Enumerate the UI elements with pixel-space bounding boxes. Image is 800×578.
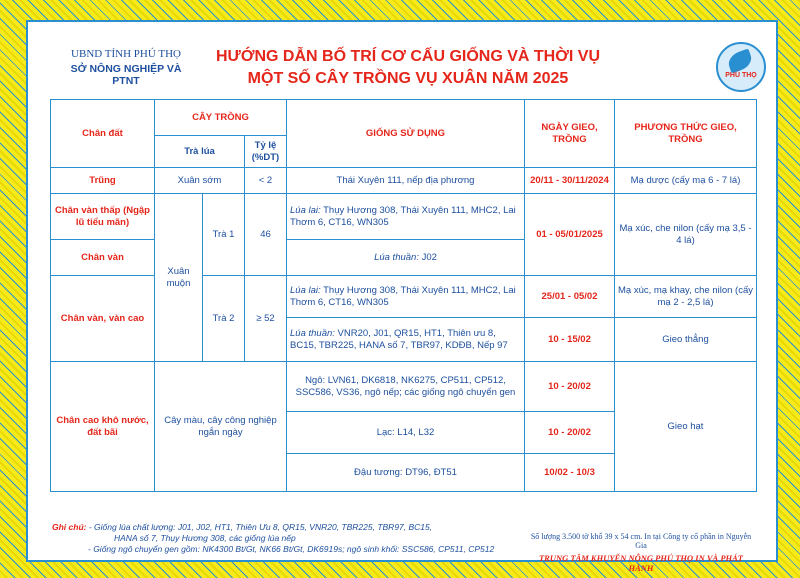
tra-1-ratio: 46 — [245, 194, 287, 276]
hybrid-varieties: Thụy Hương 308, Thái Xuyên 111, MHC2, Lai Thơm 6, CT16, WN305 — [290, 204, 516, 228]
title-line-1: HƯỚNG DẪN BỐ TRÍ CƠ CẤU GIỐNG VÀ THỜI VỤ — [216, 48, 600, 65]
land-van-thap: Chân vàn thấp (Ngập lũ tiểu mãn) — [51, 194, 155, 240]
hybrid-label: Lúa lai: — [290, 284, 321, 296]
pure-label: Lúa thuần: — [290, 327, 335, 339]
notes — [52, 522, 532, 555]
poster-sheet — [26, 20, 778, 573]
peanut-varieties: Lạc: L14, L32 — [287, 412, 525, 454]
corn-varieties: Ngô: LVN61, DK6818, NK6275, CP511, CP512, SSC586, VS36, ngô nếp; các giống ngô chuyển gen — [287, 362, 525, 412]
bird-icon — [726, 48, 755, 73]
notes-line-2: HANA số 7, Thụy Hương 308, các giống lúa nếp — [114, 533, 296, 543]
header-method: PHƯƠNG THỨC GIEO, TRỒNG — [615, 100, 757, 168]
pure-varieties: VNR20, J01, QR15, HT1, Thiên ưu 8, BC15, TBR225, HANA số 7, TBR97, KDĐB, Nếp 97 — [290, 327, 508, 351]
land-van-cao: Chân vàn, vàn cao — [51, 276, 155, 362]
tra-1-date: 01 - 05/01/2025 — [525, 194, 615, 276]
pure-label: Lúa thuần: — [374, 251, 419, 263]
header-land: Chân đất — [51, 100, 155, 168]
agency-block — [56, 48, 196, 87]
crop-xuan-som: Xuân sớm — [155, 168, 245, 194]
notes-line-1: - Giống lúa chất lượng: J01, J02, HT1, Thiên Ưu 8, QR15, VNR20, TBR225, TBR97, BC15, — [88, 522, 433, 532]
tra-2-date-1: 25/01 - 05/02 — [525, 276, 615, 318]
tra-2-method-2: Gieo thẳng — [615, 318, 757, 362]
land-cao: Chân cao khô nước, đất bãi — [51, 362, 155, 492]
page-title — [178, 46, 638, 90]
crop-schedule-table — [50, 99, 757, 492]
tra-1-pure — [287, 240, 525, 276]
agency-line-1: UBND TỈNH PHÚ THỌ — [71, 48, 181, 60]
notes-label: Ghi chú: — [52, 522, 87, 532]
crop-cay-mau: Cây màu, cây công nghiệp ngắn ngày — [155, 362, 287, 492]
varieties-trung: Thái Xuyên 111, nếp địa phương — [287, 168, 525, 194]
land-van: Chân vàn — [51, 240, 155, 276]
crop-xuan-muon: Xuân muộn — [155, 194, 203, 362]
tra-2-pure — [287, 318, 525, 362]
header-ratio: Tỷ lệ (%DT) — [245, 136, 287, 168]
header-varieties: GIỐNG SỬ DỤNG — [287, 100, 525, 168]
corn-date: 10 - 20/02 — [525, 362, 615, 412]
extension-center-logo — [716, 42, 766, 92]
date-trung: 20/11 - 30/11/2024 — [525, 168, 615, 194]
header-crop: CÂY TRỒNG — [155, 100, 287, 136]
tra-2-method-1: Mạ xúc, mạ khay, che nilon (cấy mạ 2 - 2,5 lá) — [615, 276, 757, 318]
title-line-2: MỘT SỐ CÂY TRỒNG VỤ XUÂN NĂM 2025 — [247, 70, 569, 87]
tra-2-date-2: 10 - 15/02 — [525, 318, 615, 362]
hybrid-label: Lúa lai: — [290, 204, 321, 216]
print-info: Số lượng 3.500 tờ khổ 39 x 54 cm. In tại Công ty cổ phần in Nguyễn Gia — [530, 532, 752, 550]
peanut-date: 10 - 20/02 — [525, 412, 615, 454]
tra-1-method: Mạ xúc, che nilon (cấy mạ 3,5 - 4 lá) — [615, 194, 757, 276]
ratio-trung: < 2 — [245, 168, 287, 194]
land-trung: Trũng — [51, 168, 155, 194]
tra-2-label: Trà 2 — [203, 276, 245, 362]
logo-text: PHÚ THỌ — [725, 72, 757, 79]
soy-varieties: Đậu tương: DT96, ĐT51 — [287, 454, 525, 492]
tra-1-hybrid — [287, 194, 525, 240]
pure-varieties: J02 — [421, 251, 437, 263]
tra-2-ratio: ≥ 52 — [245, 276, 287, 362]
method-gieo-hat: Gieo hạt — [615, 362, 757, 492]
agency-line-2: SỞ NÔNG NGHIỆP VÀ PTNT — [70, 63, 182, 87]
hybrid-varieties: Thụy Hương 308, Thái Xuyên 111, MHC2, Lai Thơm 6, CT16, WN305 — [290, 284, 516, 308]
method-trung: Mạ dược (cấy mạ 6 - 7 lá) — [615, 168, 757, 194]
soy-date: 10/02 - 10/3 — [525, 454, 615, 492]
notes-line-3: - Giống ngô chuyển gen gồm: NK4300 Bt/Gt, NK66 Bt/Gt, DK6919s; ngô sinh khối: SSC586, CP511, CP512 — [88, 544, 495, 554]
publisher-info — [526, 532, 756, 573]
header-date: NGÀY GIEO, TRỒNG — [525, 100, 615, 168]
tra-1-label: Trà 1 — [203, 194, 245, 276]
tra-2-hybrid — [287, 276, 525, 318]
header-crop-sub: Trà lúa — [155, 136, 245, 168]
publisher-name: TRUNG TÂM KHUYẾN NÔNG PHÚ THỌ IN VÀ PHÁT HÀNH — [538, 553, 743, 573]
